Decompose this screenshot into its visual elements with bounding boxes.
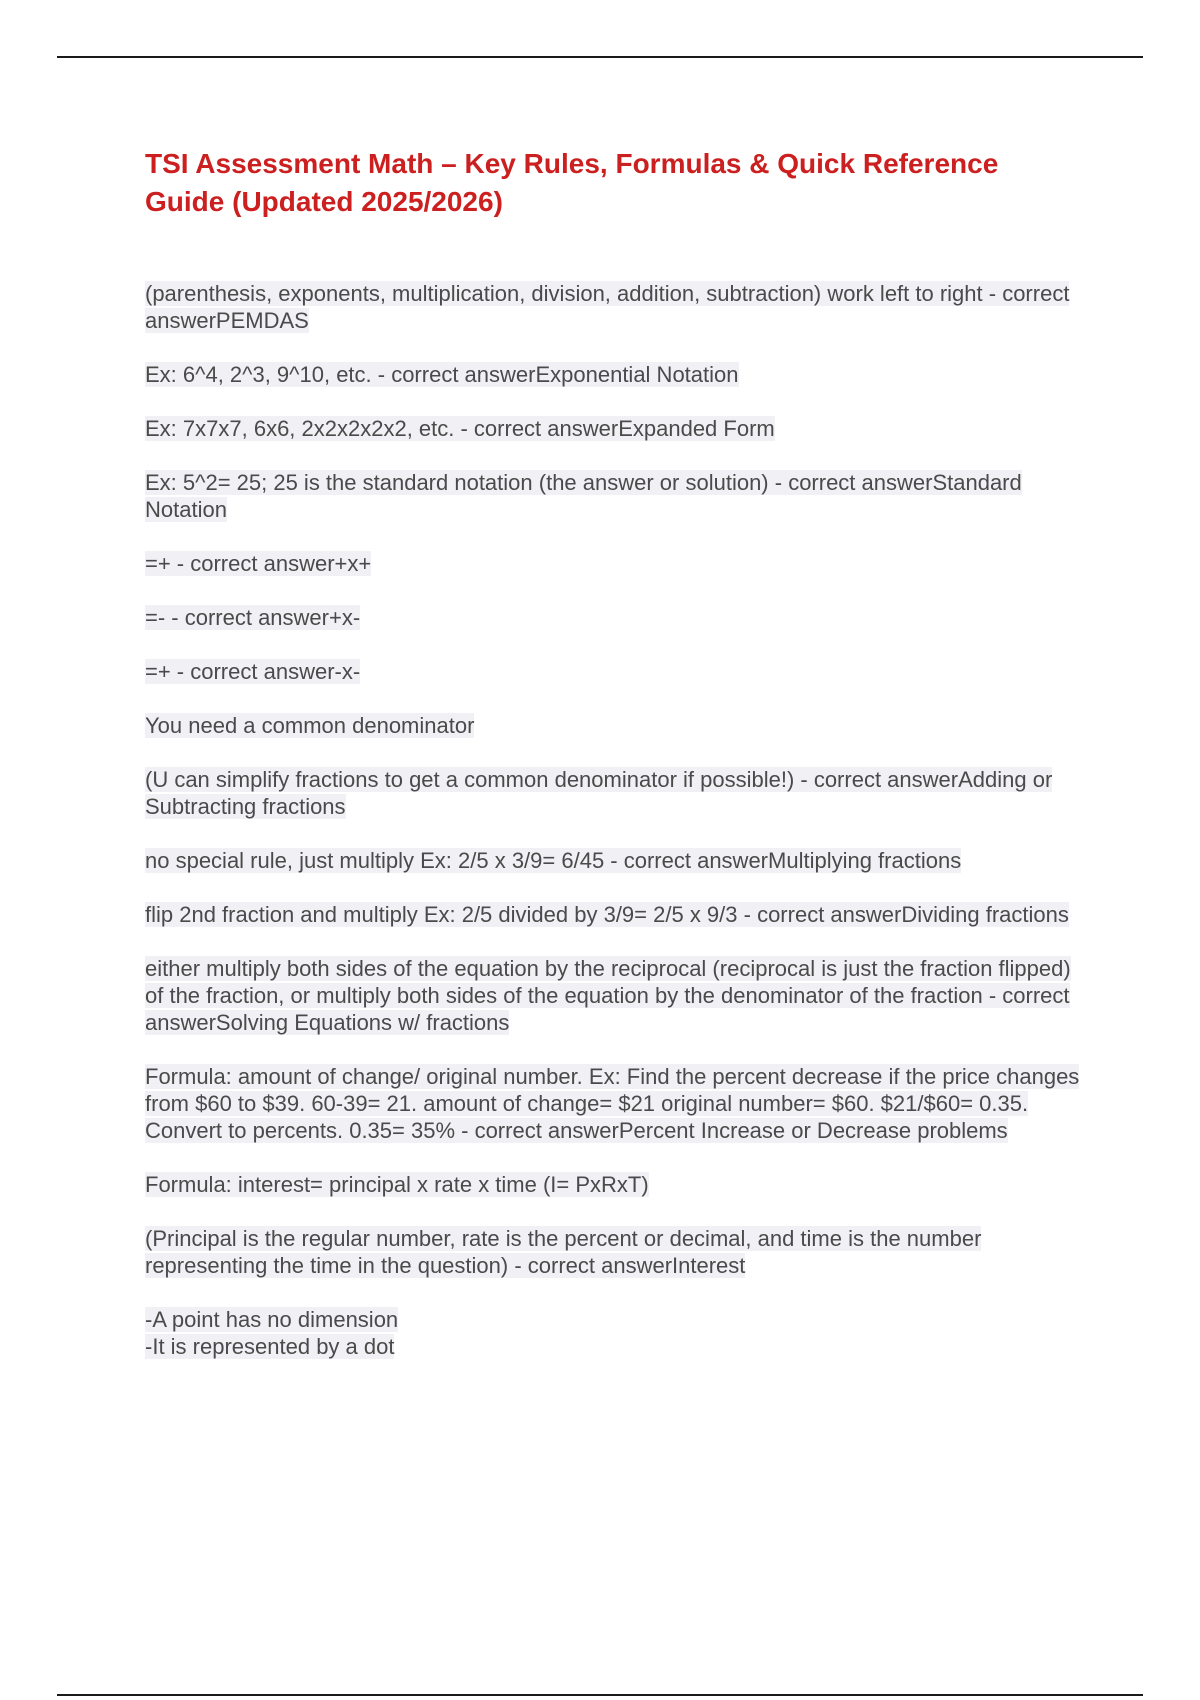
paragraph-adding-fractions: (U can simplify fractions to get a common denominator if possible!) - correct answerAdding or Subtracting fractions — [145, 767, 1053, 819]
paragraph-dividing-fractions: flip 2nd fraction and multiply Ex: 2/5 divided by 3/9= 2/5 x 9/3 - correct answerDividing fractions — [145, 902, 1069, 927]
paragraph-point — [145, 1306, 1085, 1360]
page-title: TSI Assessment Math – Key Rules, Formulas & Quick Reference Guide (Updated 2025/2026) — [145, 148, 999, 217]
paragraph-exponential-notation: Ex: 6^4, 2^3, 9^10, etc. - correct answerExponential Notation — [145, 362, 739, 387]
paragraph-equations-fractions: either multiply both sides of the equation by the reciprocal (reciprocal is just the fraction flipped) of the fraction, or multiply both sides of the equation by the denominator of the fraction - correct answerSolving Equations w/ fractions — [145, 956, 1071, 1035]
document-body — [145, 280, 1085, 1387]
top-rule — [57, 56, 1143, 58]
point-line-2: -It is represented by a dot — [145, 1334, 395, 1359]
bottom-rule — [57, 1694, 1143, 1696]
paragraph-percent-change: Formula: amount of change/ original number. Ex: Find the percent decrease if the price changes from $60 to $39. 60-39= 21. amount of change= $21 original number= $60. $21/$60= 0.35. Convert to percents. 0.35= 35% - correct answerPercent Increase or Decrease problems — [145, 1064, 1080, 1143]
paragraph-sign-rule-1: =+ - correct answer+x+ — [145, 551, 372, 576]
paragraph-interest: (Principal is the regular number, rate is the percent or decimal, and time is the number representing the time in the question) - correct answerInterest — [145, 1226, 982, 1278]
paragraph-sign-rule-3: =+ - correct answer-x- — [145, 659, 361, 684]
paragraph-pemdas: (parenthesis, exponents, multiplication, division, addition, subtraction) work left to right - correct answerPEMDAS — [145, 281, 1070, 333]
point-line-1: -A point has no dimension — [145, 1307, 399, 1332]
paragraph-interest-formula: Formula: interest= principal x rate x time (I= PxRxT) — [145, 1172, 649, 1197]
paragraph-multiplying-fractions: no special rule, just multiply Ex: 2/5 x 3/9= 6/45 - correct answerMultiplying fractions — [145, 848, 962, 873]
paragraph-common-denominator: You need a common denominator — [145, 713, 475, 738]
paragraph-expanded-form: Ex: 7x7x7, 6x6, 2x2x2x2x2, etc. - correct answerExpanded Form — [145, 416, 775, 441]
paragraph-standard-notation: Ex: 5^2= 25; 25 is the standard notation (the answer or solution) - correct answerStandard Notation — [145, 470, 1022, 522]
paragraph-sign-rule-2: =- - correct answer+x- — [145, 605, 361, 630]
